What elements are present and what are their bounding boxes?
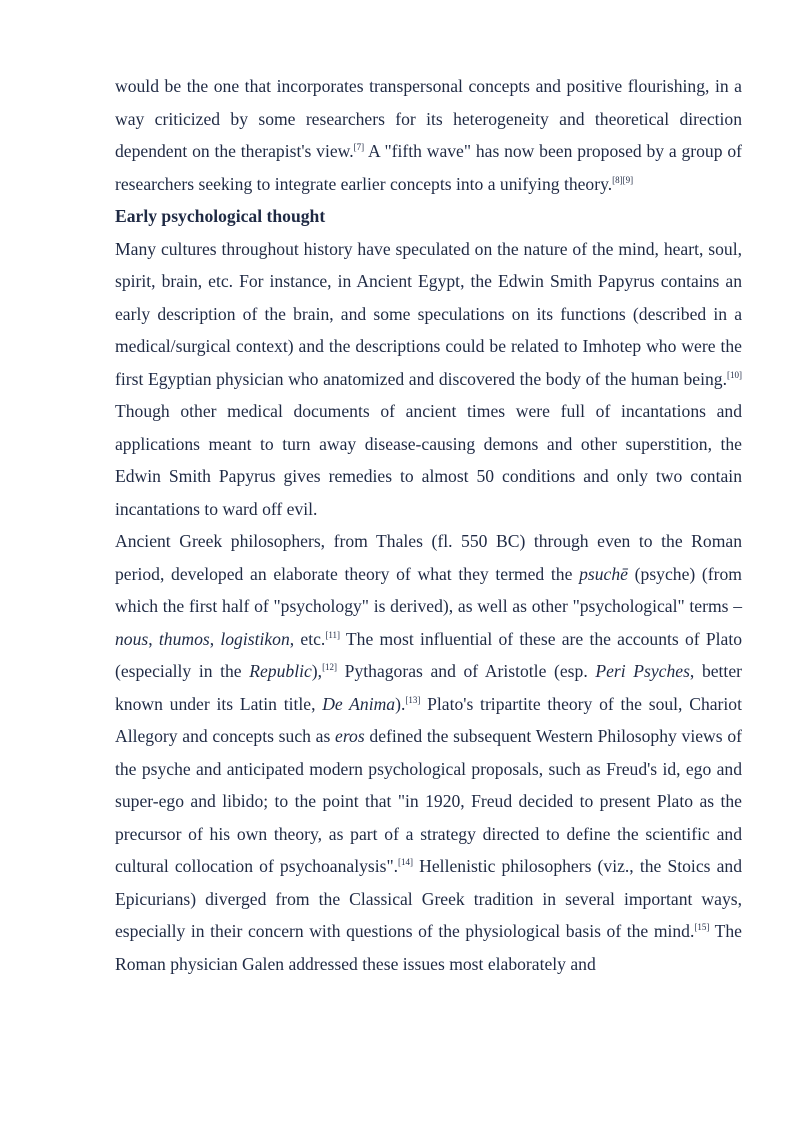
paragraph-text: , etc. (289, 628, 326, 649)
term-psuche: psuchē (579, 563, 628, 584)
paragraph-text: Many cultures throughout history have speculated on the nature of the mind, heart, soul, spirit, brain, etc. For instance, in Ancient Egypt, the Edwin Smith Papyrus contains an early description of the brain, and some speculations on its functions (described in a medical/surgical context) and the descriptions could be related to Imhotep who were the first Egyptian physician who anatomized and discovered the body of the human being. (115, 238, 742, 389)
paragraph-text: Plato's tripartite theory of the soul, Chariot Allegory and concepts such as (115, 693, 742, 746)
paragraph-text: The most influential of these are the accounts of Plato (especially in the (115, 628, 743, 681)
citation-9[interactable]: [9] (622, 174, 634, 185)
paragraph-text: Though other medical documents of ancient times were full of incantations and applications meant to turn away disease-causing demons and other superstition, the Edwin Smith Papyrus gives remedies to almost 50 conditions and only two contain incantations to ward off evil. (115, 401, 742, 519)
paragraph-text: , (148, 628, 159, 649)
term-de-anima: De Anima (322, 693, 396, 714)
section-heading: Early psychological thought (115, 206, 326, 226)
paragraph-text: ), (311, 661, 323, 681)
paragraph-text: defined the subsequent Western Philosophy views of the psyche and anticipated modern psychological proposals, such as Freud's id, ego and super-ego and libido; to the point that "in 1920, Freud decided to present Plato as the precursor of his own theory, as part of a strategy directed to define the scientific and cultural collocation of psychoanalysis". (115, 726, 742, 876)
citation-10[interactable]: [10] (727, 369, 742, 380)
term-eros: eros (335, 726, 365, 746)
citation-12[interactable]: [12] (322, 662, 338, 672)
citation-13[interactable]: [13] (405, 694, 421, 705)
citation-11[interactable]: [11] (325, 629, 340, 640)
paragraph-text: (psyche) (from which the first half of "psychology" is derived), as well as other "psychological" terms – (115, 563, 742, 616)
document-page (115, 70, 742, 980)
paragraph-text: The Roman physician Galen addressed these issues most elaborately and (115, 921, 742, 974)
paragraph-text: would be the one that incorporates transpersonal concepts and positive flourishing, in a way criticized by some researchers for its heterogeneity and theoretical direction dependent on the therapist's view. (115, 76, 742, 161)
paragraph-text: A "fifth wave" has now been proposed by a group of researchers seeking to integrate earlier concepts into a unifying theory. (115, 141, 742, 194)
paragraph-text: , (209, 628, 221, 649)
paragraph-text: ). (395, 693, 406, 714)
term-peri-psyches: Peri Psyches (595, 661, 690, 681)
paragraph-text: Pythagoras and of Aristotle (esp. (337, 661, 596, 681)
paragraph-text: , better known under its Latin title, (115, 661, 742, 714)
term-nous: nous (115, 628, 149, 649)
citation-15[interactable]: [15] (694, 922, 710, 932)
paragraph-waves (115, 70, 742, 200)
citation-14[interactable]: [14] (398, 857, 414, 867)
term-thumos: thumos (158, 628, 210, 649)
paragraph-text: Hellenistic philosophers (viz., the Stoics and Epicurians) diverged from the Classical Greek tradition in several important ways, especially in their concern with questions of the physiological basis of the mind. (115, 856, 742, 941)
term-republic: Republic (249, 661, 312, 681)
citation-7[interactable]: [7] (353, 142, 365, 152)
paragraph-egypt (115, 233, 742, 526)
term-logistikon: logistikon (220, 628, 290, 649)
citation-8[interactable]: [8] (612, 174, 623, 185)
paragraph-text: Ancient Greek philosophers, from Thales (fl. 550 BC) through even to the Roman period, developed an elaborate theory of what they termed the (115, 531, 742, 584)
paragraph-greek (115, 525, 742, 980)
